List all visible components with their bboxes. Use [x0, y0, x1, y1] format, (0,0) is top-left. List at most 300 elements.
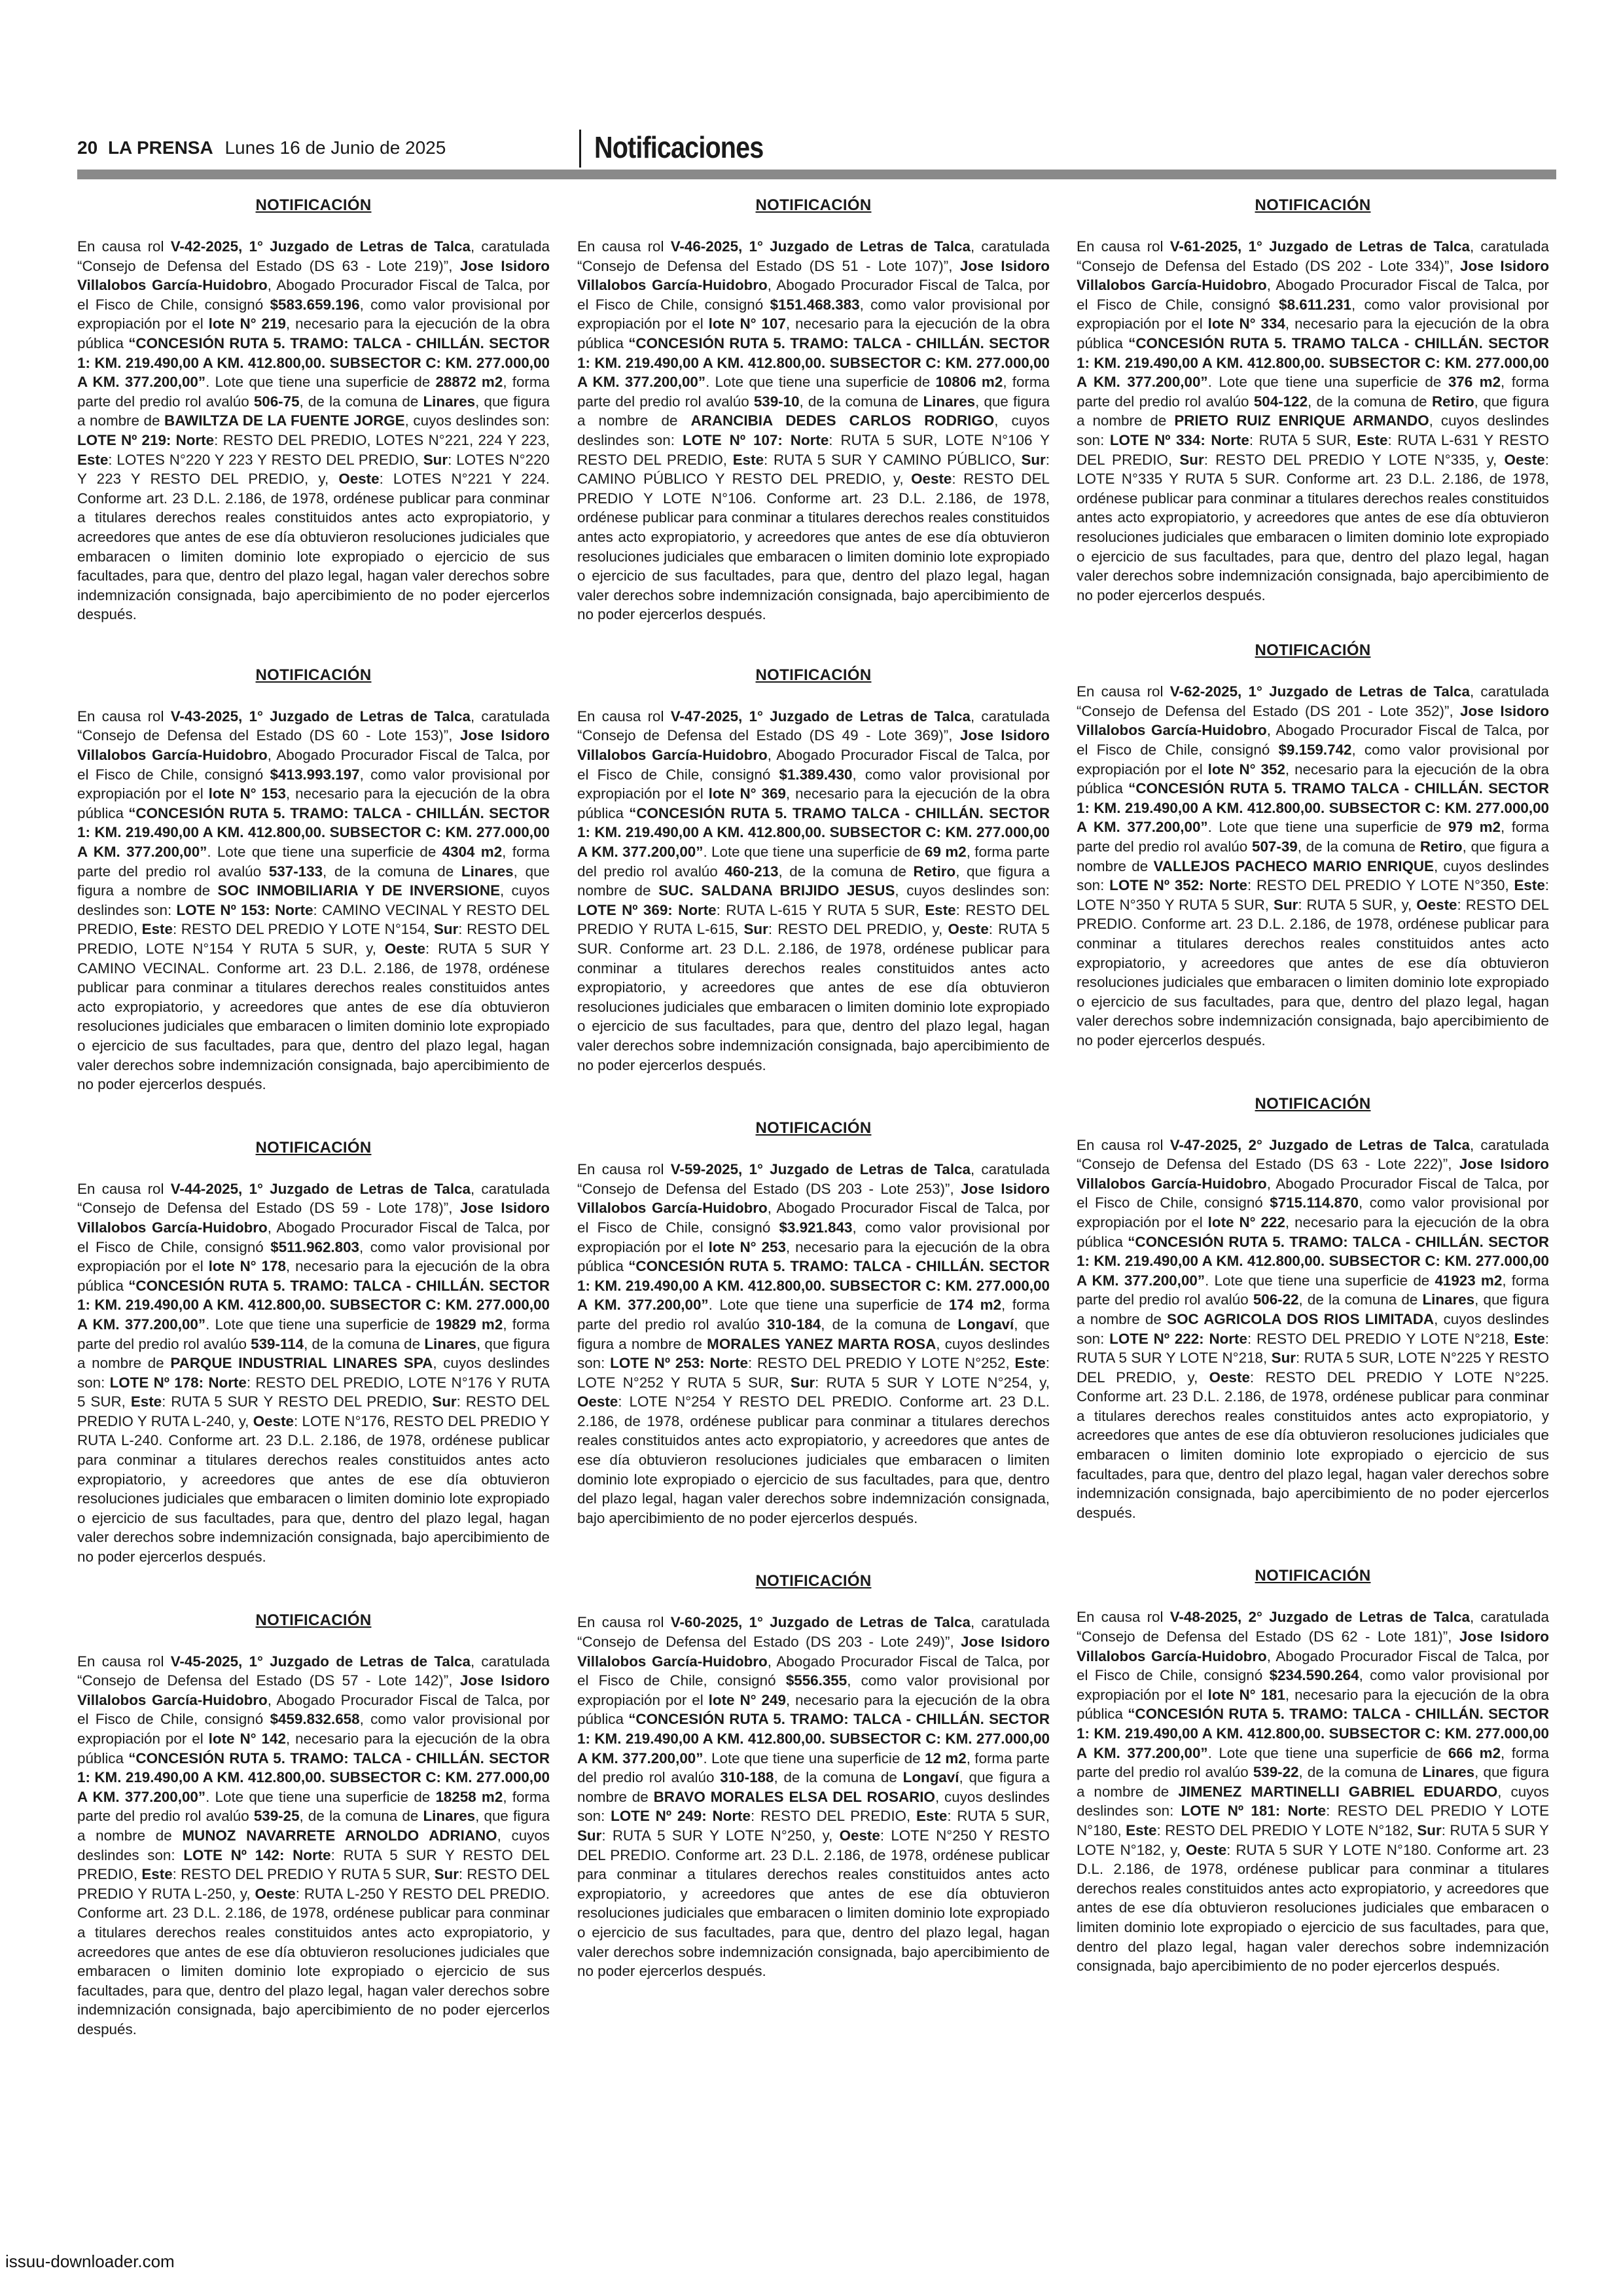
- notice-text: , como valor provisional por expropiación por el: [1077, 1667, 1549, 1703]
- notice-title: NOTIFICACIÓN: [255, 666, 372, 684]
- notice-text: , cuyos deslindes son:: [77, 1827, 550, 1863]
- notice-bold-text: BRAVO MORALES ELSA DEL ROSARIO: [653, 1788, 935, 1805]
- notice-bold-text: MORALES YANEZ MARTA ROSA: [707, 1335, 936, 1352]
- notice-title: NOTIFICACIÓN: [1255, 1094, 1371, 1113]
- notice-text: : RUTA 5 SUR Y LOTE N°182, y,: [1077, 1821, 1549, 1858]
- notice-text: En causa rol: [577, 238, 671, 255]
- notice-bold-text: 666 m2: [1448, 1744, 1501, 1761]
- notice-text: , caratulada “Consejo de Defensa del Estado (DS 60 - Lote 153)”,: [77, 708, 550, 744]
- notice-title: NOTIFICACIÓN: [1255, 641, 1371, 660]
- notice-text: . Lote que tiene una superficie de: [205, 374, 436, 391]
- notice-text: : RESTO DEL PREDIO, LOTES N°221, 224 Y 223,: [214, 431, 550, 448]
- notice-body: [577, 1160, 1050, 1528]
- notice-bold-text: Este: [1514, 1330, 1545, 1347]
- notice-text: , como valor provisional por expropiación por el: [77, 766, 550, 802]
- notice-text: , forma parte del predio rol avalúo: [77, 1316, 550, 1352]
- notice-text: En causa rol: [77, 238, 171, 255]
- notice: [577, 196, 1050, 624]
- notice-bold-text: Sur: [1274, 896, 1298, 913]
- notice-title: NOTIFICACIÓN: [255, 1138, 372, 1157]
- notice-bold-text: LOTE Nº 142: Norte: [183, 1846, 331, 1863]
- notice-bold-text: $9.159.742: [1278, 742, 1352, 759]
- notice-text: , necesario para la ejecución de la obra pública: [77, 315, 550, 351]
- notice-bold-text: Este: [925, 901, 956, 918]
- notice-text: : LOTE N°176, RESTO DEL PREDIO Y RUTA L-240. Conforme art. 23 D.L. 2.186, de 1978, ordénese publicar para conminar a titulares derechos reales constituidos antes acto expropiatorio, y acreedores que antes de ese día obtuvieron resoluciones judiciales que embaracen o limiten dominio lote expropiado o ejercicio de sus facultades, para que, dentro del plazo legal, hagan valer derechos sobre indemnización consignada, bajo apercibimiento de no poder ejercerlos después.: [77, 1412, 550, 1566]
- notice-bold-text: LOTE Nº 178: Norte: [109, 1374, 247, 1391]
- notice-bold-text: “CONCESIÓN RUTA 5. TRAMO: TALCA - CHILLÁN. SECTOR 1: KM. 219.490,00 A KM. 412.800,00. SUBSECTOR C: KM. 277.000,00 A KM. 377.200,00”: [577, 1711, 1050, 1767]
- notice-bold-text: V-61-2025, 1° Juzgado de Letras de Talca: [1169, 238, 1470, 255]
- notice-bold-text: Sur: [433, 921, 459, 938]
- notice: [1077, 196, 1549, 605]
- notice-bold-text: 539-25: [253, 1808, 300, 1825]
- notice-bold-text: ARANCIBIA DEDES CARLOS RODRIGO: [690, 412, 995, 429]
- notice-text: . Lote que tiene una superficie de: [703, 844, 925, 861]
- notice-text: , de la comuna de: [299, 1808, 423, 1825]
- notice-bold-text: MUNOZ NAVARRETE ARNOLDO ADRIANO: [182, 1827, 497, 1844]
- notice-text: , cuyos deslindes son:: [1077, 1310, 1549, 1347]
- notice-body: [77, 707, 550, 1094]
- notice-text: : RUTA L-615 Y RUTA 5 SUR,: [716, 901, 925, 918]
- notice-text: : RUTA L-250 Y RESTO DEL PREDIO. Conforme art. 23 D.L. 2.186, de 1978, ordénese publicar para conminar a titulares derechos reales constituidos antes acto expropiatorio, y acreedores que antes de ese día obtuvieron resoluciones judiciales que embaracen o limiten dominio lote expropiado o ejercicio de sus facultades, para que, dentro del plazo legal, hagan valer derechos sobre indemnización consignada, bajo apercibimiento de no poder ejercerlos después.: [77, 1885, 550, 2037]
- notice-bold-text: $583.659.196: [270, 296, 360, 313]
- notice-text: , cuyos deslindes son:: [1077, 1783, 1549, 1820]
- notice-bold-text: V-45-2025, 1° Juzgado de Letras de Talca: [170, 1653, 471, 1670]
- notice-text: : CAMINO PÚBLICO Y RESTO DEL PREDIO, y,: [577, 451, 1050, 488]
- notice-bold-text: Sur: [423, 451, 448, 468]
- notice-text: : RUTA 5 SUR Y LOTE N°180. Conforme art. 23 D.L. 2.186, de 1978, ordénese publicar para conminar a titulares derechos reales constituidos antes acto expropiatorio, y acreedores que antes de ese día obtuvieron resoluciones judiciales que embaracen o limiten dominio lote expropiado o ejercicio de sus facultades, para que, dentro del plazo legal, hagan valer derechos sobre indemnización consignada, bajo apercibimiento de no poder ejercerlos después.: [1077, 1841, 1549, 1975]
- notice-bold-text: Sur: [790, 1374, 815, 1391]
- notice-bold-text: Oeste: [1416, 896, 1457, 913]
- notice-text: , forma parte del predio rol avalúo: [577, 374, 1050, 410]
- notice: [77, 666, 550, 1094]
- notice-text: , que figura a nombre de: [1077, 1764, 1550, 1800]
- notice-bold-text: LOTE Nº 222: Norte: [1109, 1330, 1247, 1347]
- notice-text: , de la comuna de: [778, 863, 914, 880]
- notice-text: . Lote que tiene una superficie de: [703, 1749, 925, 1767]
- notice-body: [577, 707, 1050, 1075]
- notice-text: , Abogado Procurador Fiscal de Talca, por el Fisco de Chile, consignó: [1077, 277, 1549, 313]
- notice-bold-text: LOTE Nº 334: Norte: [1109, 431, 1249, 448]
- notice-bold-text: PARQUE INDUSTRIAL LINARES SPA: [170, 1355, 433, 1372]
- notice-text: : RESTO DEL PREDIO Y RUTA L-240, y,: [77, 1393, 550, 1429]
- notice-text: , que figura a nombre de: [577, 863, 1050, 899]
- notice-text: , que figura a nombre de: [577, 393, 1050, 429]
- notice-body: [1077, 1607, 1549, 1975]
- notice-bold-text: lote N° 369: [708, 785, 786, 802]
- notice-bold-text: Jose Isidoro Villalobos García-Huidobro: [1077, 1628, 1549, 1664]
- notice-bold-text: 28872 m2: [435, 374, 503, 391]
- notice-text: , que figura a nombre de: [77, 1335, 550, 1372]
- notice-text: , de la comuna de: [299, 393, 423, 410]
- notice-text: , Abogado Procurador Fiscal de Talca, por el Fisco de Chile, consignó: [77, 747, 550, 783]
- notice-bold-text: Sur: [434, 1866, 459, 1883]
- notice-bold-text: $413.993.197: [270, 766, 360, 783]
- notice-text: : RUTA 5 SUR Y LOTE N°254, y,: [815, 1374, 1050, 1391]
- notice-bold-text: Linares: [423, 1808, 476, 1825]
- notice-bold-text: Oeste: [253, 1412, 294, 1429]
- notice-bold-text: Oeste: [384, 941, 426, 957]
- section-title: Notificaciones: [594, 130, 764, 164]
- notice-bold-text: 19829 m2: [435, 1316, 503, 1333]
- notice-text: . Lote que tiene una superficie de: [1205, 1272, 1435, 1289]
- notice-bold-text: 506-22: [1253, 1291, 1299, 1308]
- notice-bold-text: 10806 m2: [935, 374, 1003, 391]
- notice-bold-text: Jose Isidoro Villalobos García-Huidobro: [577, 727, 1050, 764]
- notice-bold-text: Sur: [1417, 1821, 1442, 1839]
- notice-bold-text: $556.355: [785, 1672, 847, 1689]
- notice-bold-text: LOTE Nº 249: Norte: [611, 1808, 751, 1825]
- notice-text: , de la comuna de: [774, 1769, 903, 1786]
- notice-bold-text: Retiro: [1431, 393, 1474, 410]
- notice-bold-text: “CONCESIÓN RUTA 5. TRAMO TALCA - CHILLÁN. SECTOR 1: KM. 219.490,00 A KM. 412.800,00. SUBSECTOR C: KM. 277.000,00 A KM. 377.200,00”: [1077, 780, 1549, 836]
- notice-bold-text: V-47-2025, 1° Juzgado de Letras de Talca: [670, 708, 971, 725]
- notice-text: : RESTO DEL PREDIO Y LOTE N°154,: [172, 921, 434, 938]
- notice-title: NOTIFICACIÓN: [1255, 1567, 1371, 1585]
- notice-text: . Lote que tiene una superficie de: [1207, 819, 1448, 836]
- notice-bold-text: Oeste: [577, 1393, 618, 1410]
- notice-bold-text: Este: [77, 451, 109, 468]
- notice-bold-text: 539-10: [753, 393, 800, 410]
- notice-text: : RESTO DEL PREDIO,: [750, 1808, 917, 1825]
- notice-text: , como valor provisional por expropiación por el: [577, 766, 1050, 802]
- notice-bold-text: Este: [1357, 431, 1388, 448]
- notice-text: , como valor provisional por expropiación por el: [1077, 296, 1549, 332]
- notice-text: , cuyos deslindes son:: [895, 882, 1050, 899]
- notice-bold-text: 504-122: [1253, 393, 1308, 410]
- notice-text: , necesario para la ejecución de la obra pública: [577, 1691, 1050, 1728]
- notice-bold-text: lote N° 153: [208, 785, 286, 802]
- notice-text: , necesario para la ejecución de la obra pública: [1077, 315, 1549, 351]
- notice-bold-text: 4304 m2: [442, 844, 503, 861]
- notice-text: , que figura a nombre de: [77, 393, 550, 429]
- notice-bold-text: Linares: [1422, 1764, 1475, 1781]
- notice-text: : RUTA L-631 Y RESTO DEL PREDIO,: [1077, 431, 1550, 468]
- notice-text: : RESTO DEL PREDIO Y RUTA 5 SUR,: [172, 1866, 435, 1883]
- notice-text: , como valor provisional por expropiación por el: [577, 1219, 1050, 1255]
- notice-bold-text: 506-75: [253, 393, 300, 410]
- notice-bold-text: Oeste: [911, 471, 952, 488]
- notice-bold-text: LOTE Nº 253: Norte: [610, 1355, 748, 1372]
- notice-text: : RESTO DEL PREDIO, y,: [768, 921, 948, 938]
- notice-text: , Abogado Procurador Fiscal de Talca, por el Fisco de Chile, consignó: [1077, 722, 1549, 759]
- notice-text: : RESTO DEL PREDIO Y LOTE N°252,: [747, 1355, 1015, 1372]
- notice-body: [577, 237, 1050, 624]
- notice-text: , cuyos deslindes son:: [404, 412, 550, 429]
- notice-text: , Abogado Procurador Fiscal de Talca, por el Fisco de Chile, consignó: [577, 747, 1050, 783]
- notice-text: En causa rol: [577, 1614, 671, 1631]
- notice-title: NOTIFICACIÓN: [755, 1119, 872, 1138]
- notice-text: : RUTA 5 SUR Y LOTE N°218,: [1077, 1330, 1550, 1367]
- notice-text: , forma parte del predio rol avalúo: [77, 1788, 550, 1825]
- notice-text: , que figura a nombre de: [577, 1316, 1050, 1352]
- notice-bold-text: Linares: [424, 1335, 476, 1352]
- notice-text: , forma parte del predio rol avalúo: [77, 844, 550, 880]
- notice-bold-text: 539-22: [1253, 1764, 1299, 1781]
- notice-text: , forma parte del predio rol avalúo: [1077, 1744, 1549, 1781]
- notice-text: , que figura a nombre de: [1077, 838, 1549, 874]
- notice-text: : RUTA 5 SUR Y RESTO DEL PREDIO,: [77, 1846, 550, 1883]
- notice-text: , como valor provisional por expropiación por el: [77, 296, 550, 332]
- notice-text: : RESTO DEL PREDIO Y RUTA L-615,: [577, 901, 1050, 938]
- notice-bold-text: $459.832.658: [270, 1711, 360, 1728]
- notice-bold-text: Retiro: [913, 863, 956, 880]
- notice-text: : LOTES N°220 Y 223 Y RESTO DEL PREDIO, y,: [77, 451, 550, 488]
- notice-bold-text: lote N° 253: [708, 1238, 786, 1255]
- notice-text: , cuyos deslindes son:: [577, 1335, 1050, 1372]
- notice-bold-text: V-46-2025, 1° Juzgado de Letras de Talca: [670, 238, 971, 255]
- watermark-footer: issuu-downloader.com: [5, 2251, 175, 2271]
- notice-bold-text: JIMENEZ MARTINELLI GABRIEL EDUARDO: [1178, 1783, 1498, 1800]
- notice-text: , forma parte del predio rol avalúo: [577, 1749, 1050, 1786]
- notice-text: , que figura a nombre de: [577, 1769, 1050, 1805]
- page-header: [77, 130, 1556, 169]
- notice-bold-text: V-47-2025, 2° Juzgado de Letras de Talca: [1169, 1136, 1470, 1153]
- notice-bold-text: 12 m2: [925, 1749, 967, 1767]
- notice-text: En causa rol: [77, 1653, 171, 1670]
- notice-bold-text: Oeste: [255, 1885, 296, 1902]
- notice-text: , cuyos deslindes son:: [577, 412, 1050, 448]
- notice-text: : LOTE N°252 Y RUTA 5 SUR,: [577, 1355, 1050, 1391]
- column-2: [577, 196, 1050, 1981]
- notice-text: , Abogado Procurador Fiscal de Talca, por el Fisco de Chile, consignó: [77, 277, 550, 313]
- notice-bold-text: Retiro: [1419, 838, 1463, 855]
- notice-text: , Abogado Procurador Fiscal de Talca, por el Fisco de Chile, consignó: [577, 1200, 1050, 1236]
- notice-text: : RUTA 5 SUR, LOTE N°225 Y RESTO DEL PREDIO, y,: [1077, 1350, 1549, 1386]
- notice-body: [1077, 237, 1549, 605]
- notice-text: En causa rol: [77, 1180, 171, 1197]
- notice-bold-text: LOTE Nº 107: Norte: [682, 431, 829, 448]
- notice-bold-text: lote N° 142: [208, 1731, 286, 1747]
- notice-text: , necesario para la ejecución de la obra pública: [1077, 1686, 1549, 1723]
- notice-body: [1077, 682, 1549, 1050]
- notice-bold-text: Jose Isidoro Villalobos García-Huidobro: [577, 1180, 1050, 1217]
- notice-bold-text: $151.468.383: [770, 296, 860, 313]
- notice-text: En causa rol: [1077, 1609, 1170, 1626]
- notice-bold-text: Oeste: [1185, 1841, 1227, 1858]
- notice-text: , caratulada “Consejo de Defensa del Estado (DS 49 - Lote 369)”,: [577, 708, 1050, 744]
- notice-bold-text: “CONCESIÓN RUTA 5. TRAMO: TALCA - CHILLÁN. SECTOR 1: KM. 219.490,00 A KM. 412.800,00. SUBSECTOR C: KM. 277.000,00 A KM. 377.200,00”: [77, 1749, 550, 1805]
- notice-text: , caratulada “Consejo de Defensa del Estado (DS 201 - Lote 352)”,: [1077, 683, 1549, 719]
- notice-text: En causa rol: [577, 708, 671, 725]
- notice-bold-text: Jose Isidoro Villalobos García-Huidobro: [77, 1672, 550, 1708]
- notice-bold-text: Linares: [461, 863, 514, 880]
- notice-bold-text: Sur: [1271, 1350, 1296, 1367]
- notice-text: En causa rol: [77, 708, 171, 725]
- notice-bold-text: lote N° 181: [1207, 1686, 1285, 1703]
- notice-text: : RUTA 5 SUR,: [1249, 431, 1357, 448]
- notice-bold-text: Jose Isidoro Villalobos García-Huidobro: [1077, 257, 1549, 294]
- notice-bold-text: Este: [130, 1393, 162, 1410]
- notice-text: , necesario para la ejecución de la obra pública: [1077, 1213, 1549, 1250]
- notice-text: : RUTA 5 SUR Y CAMINO PÚBLICO,: [764, 451, 1022, 468]
- header-folio: [77, 137, 446, 158]
- notice-text: , cuyos deslindes son:: [1077, 412, 1549, 448]
- notice-bold-text: $3.921.843: [779, 1219, 853, 1236]
- notice-text: , necesario para la ejecución de la obra pública: [577, 785, 1050, 821]
- notice-bold-text: lote N° 334: [1207, 315, 1285, 332]
- notice-body: [77, 1179, 550, 1567]
- notice-text: : RESTO DEL PREDIO, LOTE N°176 Y RUTA 5 SUR,: [77, 1374, 550, 1410]
- notice-text: . Lote que tiene una superficie de: [205, 1788, 436, 1805]
- notice-text: , como valor provisional por expropiación por el: [77, 1711, 550, 1747]
- notice-text: , caratulada “Consejo de Defensa del Estado (DS 203 - Lote 249)”,: [577, 1614, 1050, 1651]
- notice-text: , necesario para la ejecución de la obra pública: [1077, 761, 1549, 797]
- notice-bold-text: LOTE Nº 369: Norte: [577, 901, 717, 918]
- notice-text: : RESTO DEL PREDIO Y LOTE N°182,: [1156, 1821, 1418, 1839]
- notice-text: , como valor provisional por expropiación por el: [77, 1238, 550, 1275]
- notice-text: : RESTO DEL PREDIO Y LOTE N°106. Conforme art. 23 D.L. 2.186, de 1978, ordénese publicar para conminar a titulares derechos reales constituidos antes acto expropiatorio, y acreedores que antes de ese día obtuvieron resoluciones judiciales que embaracen o limiten dominio lote expropiado o ejercicio de sus facultades, para que, dentro del plazo legal, hagan valer derechos sobre indemnización consignada, bajo apercibimiento de no poder ejercerlos después.: [577, 471, 1050, 623]
- notice-text: : LOTES N°220 Y 223 Y RESTO DEL PREDIO,: [108, 451, 423, 468]
- notice-bold-text: lote N° 219: [208, 315, 286, 332]
- notice-text: , de la comuna de: [1297, 838, 1420, 855]
- notice-bold-text: Jose Isidoro Villalobos García-Huidobro: [577, 1634, 1050, 1670]
- notice-bold-text: Longaví: [902, 1769, 959, 1786]
- notice-bold-text: Jose Isidoro Villalobos García-Huidobro: [77, 727, 550, 764]
- notice-bold-text: $1.389.430: [779, 766, 853, 783]
- notice-bold-text: Sur: [1021, 451, 1046, 468]
- notice-bold-text: Linares: [1422, 1291, 1475, 1308]
- notice-bold-text: Este: [141, 921, 173, 938]
- notice-text: . Lote que tiene una superficie de: [708, 1297, 949, 1314]
- notice-bold-text: “CONCESIÓN RUTA 5. TRAMO: TALCA - CHILLÁN. SECTOR 1: KM. 219.490,00 A KM. 412.800,00. SUBSECTOR C: KM. 277.000,00 A KM. 377.200,00”: [577, 1258, 1050, 1314]
- notice-bold-text: Jose Isidoro Villalobos García-Huidobro: [1077, 702, 1549, 739]
- notice-bold-text: $8.611.231: [1279, 296, 1351, 313]
- notice: [577, 1119, 1050, 1528]
- notice-title: NOTIFICACIÓN: [755, 666, 872, 684]
- notice-text: , Abogado Procurador Fiscal de Talca, por el Fisco de Chile, consignó: [77, 1219, 550, 1255]
- notice-text: , cuyos deslindes son:: [577, 1788, 1050, 1825]
- notice-text: En causa rol: [1077, 683, 1170, 700]
- notice-text: , de la comuna de: [304, 1335, 425, 1352]
- notice-text: . Lote que tiene una superficie de: [1207, 374, 1448, 391]
- notice-bold-text: LOTE Nº 352: Norte: [1109, 877, 1247, 894]
- notice-bold-text: 41923 m2: [1435, 1272, 1503, 1289]
- notice-bold-text: LOTE Nº 181: Norte: [1181, 1803, 1327, 1820]
- notice-bold-text: 310-188: [720, 1769, 774, 1786]
- notice-bold-text: “CONCESIÓN RUTA 5. TRAMO: TALCA - CHILLÁN. SECTOR 1: KM. 219.490,00 A KM. 412.800,00. SUBSECTOR C: KM. 277.000,00 A KM. 377.200,00”: [77, 334, 550, 391]
- notice-bold-text: V-62-2025, 1° Juzgado de Letras de Talca: [1169, 683, 1470, 700]
- notice-text: , forma parte del predio rol avalúo: [1077, 819, 1549, 855]
- notice-bold-text: Este: [732, 451, 764, 468]
- column-1: [77, 196, 550, 2039]
- notice-text: , necesario para la ejecución de la obra pública: [77, 1258, 550, 1294]
- notice: [77, 196, 550, 624]
- notice-body: [1077, 1136, 1549, 1523]
- header-rule: [77, 170, 1556, 179]
- notice-text: , caratulada “Consejo de Defensa del Estado (DS 63 - Lote 219)”,: [77, 238, 550, 274]
- notice-text: : RESTO DEL PREDIO Y RUTA L-250, y,: [77, 1866, 550, 1902]
- notice-text: : RESTO DEL PREDIO Y LOTE N°218,: [1247, 1330, 1514, 1347]
- notice-title: NOTIFICACIÓN: [755, 1572, 872, 1590]
- notice-bold-text: 979 m2: [1448, 819, 1501, 836]
- notice-text: , caratulada “Consejo de Defensa del Estado (DS 59 - Lote 178)”,: [77, 1180, 550, 1217]
- notice-text: , que figura a nombre de: [1077, 1291, 1550, 1327]
- notice-text: En causa rol: [577, 1161, 671, 1178]
- notice-text: : RUTA 5 SUR Y LOTE N°250, y,: [601, 1827, 840, 1844]
- notice-bold-text: Jose Isidoro Villalobos García-Huidobro: [77, 257, 550, 294]
- notice: [77, 1139, 550, 1567]
- notice-bold-text: “CONCESIÓN RUTA 5. TRAMO: TALCA - CHILLÁN. SECTOR 1: KM. 219.490,00 A KM. 412.800,00. SUBSECTOR C: KM. 277.000,00 A KM. 377.200,00”: [1077, 1706, 1549, 1761]
- notice-text: : LOTE N°335 Y RUTA 5 SUR. Conforme art. 23 D.L. 2.186, de 1978, ordénese publicar para conminar a titulares derechos reales constituidos antes acto expropiatorio, y acreedores que antes de ese día obtuvieron resoluciones judiciales que embaracen o limiten dominio lote expropiado o ejercicio de sus facultades, para que, dentro del plazo legal, hagan valer derechos sobre indemnización consignada, bajo apercibimiento de no poder ejercerlos después.: [1077, 451, 1549, 603]
- notice-text: , necesario para la ejecución de la obra pública: [77, 1731, 550, 1767]
- notice-bold-text: lote N° 178: [208, 1258, 286, 1275]
- notice-bold-text: 376 m2: [1448, 374, 1501, 391]
- notice-text: , de la comuna de: [1298, 1291, 1423, 1308]
- notice-bold-text: lote N° 107: [708, 315, 786, 332]
- notice-bold-text: LOTE Nº 153: Norte: [176, 901, 313, 918]
- notice-text: , cuyos deslindes son:: [77, 882, 550, 918]
- notice: [1077, 641, 1549, 1050]
- notice-bold-text: Sur: [577, 1827, 602, 1844]
- notice-text: : RESTO DEL PREDIO Y LOTE N°180,: [1077, 1803, 1550, 1839]
- notice-text: : RUTA 5 SUR,: [947, 1808, 1050, 1825]
- notice: [1077, 1567, 1549, 1975]
- notice-body: [77, 237, 550, 624]
- notice-text: , forma parte del predio rol avalúo: [577, 1297, 1050, 1333]
- column-3: [1077, 196, 1549, 1976]
- notice-text: : LOTE N°254 Y RESTO DEL PREDIO. Conforme art. 23 D.L. 2.186, de 1978, ordénese publicar para conminar a titulares derechos reales constituidos antes acto expropiatorio, y acreedores que antes de ese día obtuvieron resoluciones judiciales que embaracen o limiten dominio lote expropiado o ejercicio de sus facultades, para que, dentro del plazo legal, hagan valer derechos sobre indemnización consignada, bajo apercibimiento de no poder ejercerlos después.: [577, 1393, 1050, 1526]
- notice-bold-text: BAWILTZA DE LA FUENTE JORGE: [164, 412, 405, 429]
- notice-body: [577, 1613, 1050, 1981]
- notice-text: , de la comuna de: [1298, 1764, 1423, 1781]
- notice-text: , cuyos deslindes son:: [1077, 857, 1549, 894]
- notice-text: , forma parte del predio rol avalúo: [1077, 374, 1549, 410]
- notice-text: , de la comuna de: [1308, 393, 1432, 410]
- notice-bold-text: Sur: [743, 921, 768, 938]
- notice-bold-text: Jose Isidoro Villalobos García-Huidobro: [77, 1200, 550, 1236]
- notice-text: , necesario para la ejecución de la obra pública: [77, 785, 550, 821]
- notice-bold-text: Sur: [432, 1393, 457, 1410]
- notice-bold-text: Oeste: [338, 471, 380, 488]
- notice-text: : LOTES N°221 Y 224. Conforme art. 23 D.L. 2.186, de 1978, ordénese publicar para conminar a titulares derechos reales constituidos antes acto expropiatorio, y acreedores que antes de ese día obtuvieron resoluciones judiciales que embaracen o limiten dominio lote expropiado o ejercicio de sus facultades, para que, dentro del plazo legal, hagan valer derechos sobre indemnización consignada, bajo apercibimiento de no poder ejercerlos después.: [77, 471, 550, 623]
- notice: [577, 666, 1050, 1075]
- notice-text: , de la comuna de: [323, 863, 461, 880]
- notice-bold-text: “CONCESIÓN RUTA 5. TRAMO: TALCA - CHILLÁN. SECTOR 1: KM. 219.490,00 A KM. 412.800,00. SUBSECTOR C: KM. 277.000,00 A KM. 377.200,00”: [77, 1277, 550, 1333]
- notice-bold-text: $234.590.264: [1269, 1667, 1359, 1684]
- notice-bold-text: SUC. SALDANA BRIJIDO JESUS: [658, 882, 895, 899]
- notice-bold-text: 537-133: [268, 863, 323, 880]
- notice-text: , Abogado Procurador Fiscal de Talca, por el Fisco de Chile, consignó: [577, 1653, 1050, 1689]
- notice-text: , Abogado Procurador Fiscal de Talca, por el Fisco de Chile, consignó: [1077, 1175, 1549, 1211]
- notice-bold-text: “CONCESIÓN RUTA 5. TRAMO TALCA - CHILLÁN. SECTOR 1: KM. 219.490,00 A KM. 412.800,00. SUBSECTOR C: KM. 277.000,00 A KM. 377.200,00”: [577, 804, 1050, 861]
- notice-text: : CAMINO VECINAL Y RESTO DEL PREDIO,: [77, 901, 550, 938]
- notice-text: , caratulada “Consejo de Defensa del Estado (DS 202 - Lote 334)”,: [1077, 238, 1549, 274]
- notice-bold-text: V-60-2025, 1° Juzgado de Letras de Talca: [670, 1614, 971, 1631]
- notice-bold-text: lote N° 352: [1207, 761, 1285, 778]
- notice-bold-text: SOC INMOBILIARIA Y DE INVERSIONE: [217, 882, 501, 899]
- notice-text: , cuyos deslindes son:: [77, 1355, 550, 1391]
- notice-text: , como valor provisional por expropiación por el: [1077, 1194, 1549, 1230]
- notice-bold-text: Este: [1514, 877, 1545, 894]
- notice-bold-text: LOTE Nº 219: Norte: [77, 431, 215, 448]
- notice-bold-text: 69 m2: [925, 844, 967, 861]
- notice-text: . Lote que tiene una superficie de: [207, 844, 442, 861]
- notice-text: En causa rol: [1077, 238, 1170, 255]
- notice-bold-text: Este: [141, 1866, 173, 1883]
- notice-text: : RESTO DEL PREDIO. Conforme art. 23 D.L. 2.186, de 1978, ordénese publicar para conminar a titulares derechos reales constituidos antes acto expropiatorio, y acreedores que antes de ese día obtuvieron resoluciones judiciales que embaracen o limiten dominio lote expropiado o ejercicio de sus facultades, para que, dentro del plazo legal, hagan valer derechos sobre indemnización consignada, bajo apercibimiento de no poder ejercerlos después.: [1077, 896, 1549, 1049]
- page-number: 20: [77, 137, 98, 158]
- notice-text: : RESTO DEL PREDIO Y LOTE N°350,: [1247, 877, 1514, 894]
- notice-bold-text: V-48-2025, 2° Juzgado de Letras de Talca: [1169, 1609, 1470, 1626]
- notice-text: : RUTA 5 SUR, y,: [1298, 896, 1417, 913]
- notice-text: , necesario para la ejecución de la obra pública: [577, 315, 1050, 351]
- notice-text: , forma parte del predio rol avalúo: [77, 374, 550, 410]
- notice-bold-text: “CONCESIÓN RUTA 5. TRAMO: TALCA - CHILLÁN. SECTOR 1: KM. 219.490,00 A KM. 412.800,00. SUBSECTOR C: KM. 277.000,00 A KM. 377.200,00”: [77, 804, 550, 861]
- notice-bold-text: Oeste: [1209, 1369, 1250, 1386]
- issue-date: Lunes 16 de Junio de 2025: [224, 137, 446, 158]
- notice-bold-text: 539-114: [251, 1335, 304, 1352]
- notice-text: : LOTE N°250 Y RESTO DEL PREDIO. Conforme art. 23 D.L. 2.186, de 1978, ordénese publicar para conminar a titulares derechos reales constituidos antes acto expropiatorio, y acreedores que antes de ese día obtuvieron resoluciones judiciales que embaracen o limiten dominio lote expropiado o ejercicio de sus facultades, para que, dentro del plazo legal, hagan valer derechos sobre indemnización consignada, bajo apercibimiento de no poder ejercerlos después.: [577, 1827, 1050, 1980]
